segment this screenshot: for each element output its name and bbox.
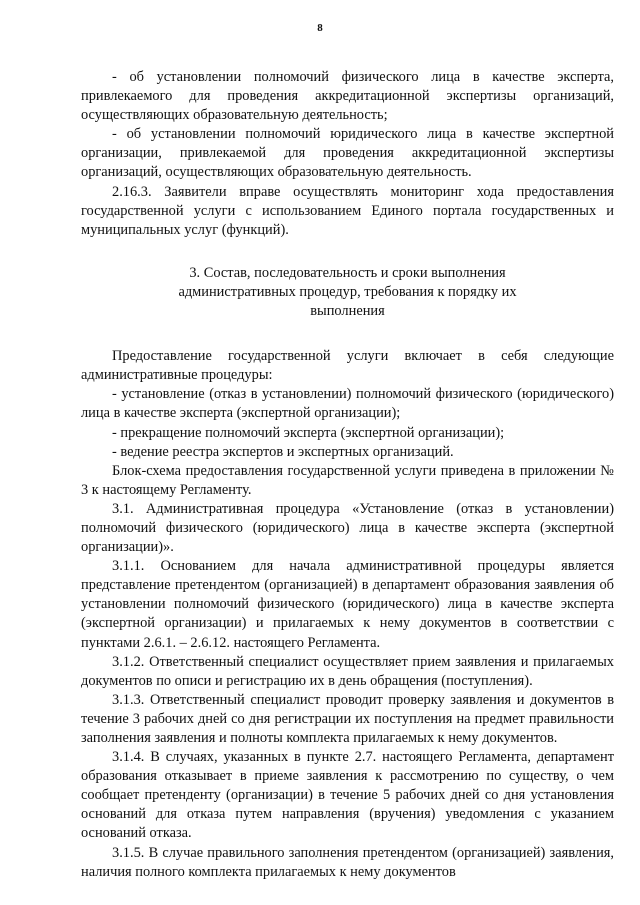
paragraph-3-1-3: 3.1.3. Ответственный специалист проводит проверку заявления и документов в течение 3 рабочих дней со дня регистрации их поступления на предмет правильности заполнения заявления и полноты комплекта прилагаемых к нему документов. — [81, 691, 614, 746]
paragraph-flowchart: Блок-схема предоставления государственной услуги приведена в приложении № 3 к настоящему Регламенту. — [81, 462, 614, 498]
paragraph-3-1-5: 3.1.5. В случае правильного заполнения претендентом (организацией) заявления, наличия полного комплекта прилагаемых к нему документов — [81, 844, 614, 880]
paragraph-3-1-2: 3.1.2. Ответственный специалист осуществляет прием заявления и прилагаемых документов по описи и регистрацию их в день обращения (поступления). — [81, 653, 614, 689]
list-item-registry: - ведение реестра экспертов и экспертных организаций. — [112, 443, 454, 460]
paragraph-2-16-3: 2.16.3. Заявители вправе осуществлять мониторинг хода предоставления государственной услуги с использованием Единого портала государственных и муниципальных услуг (функций). — [81, 183, 614, 238]
document-body — [81, 68, 614, 882]
section-heading-line: административных процедур, требования к порядку их — [178, 283, 517, 300]
paragraph-3-1-1: 3.1.1. Основанием для начала административной процедуры является представление претендентом (организацией) в департамент образования заявления об установлении полномочий физического (юридического) лица в качестве эксперта (экспертной организации) и прилагаемых к нему документов в соответствии с пунктами 2.6.1. – 2.6.12. настоящего Регламента. — [81, 558, 614, 651]
section-heading-line: выполнения — [310, 303, 385, 320]
paragraph-3-1-4: 3.1.4. В случаях, указанных в пункте 2.7. настоящего Регламента, департамент образования отказывает в приеме заявления к рассмотрению по существу, о чем сообщает претенденту (организации) в течение 5 рабочих дней со дня установления оснований для отказа путем направления (вручения) уведомления с указанием оснований отказа. — [81, 749, 614, 842]
paragraph-3-1: 3.1. Административная процедура «Установление (отказ в установлении) полномочий физического (юридического) лица в качестве эксперта (экспертной организации)». — [81, 500, 614, 556]
list-item-termination: - прекращение полномочий эксперта (экспертной организации); — [112, 424, 505, 441]
section-heading-line: 3. Состав, последовательность и сроки выполнения — [189, 264, 506, 281]
page-number: 8 — [317, 22, 323, 34]
list-item-establishment: - установление (отказ в установлении) полномочий физического (юридического) лица в качестве эксперта (экспертной организации); — [81, 386, 614, 422]
section-heading — [81, 264, 614, 321]
paragraph-procedures-intro: Предоставление государственной услуги включает в себя следующие административные процедуры: — [81, 348, 614, 384]
paragraph-expert-organization: - об установлении полномочий юридического лица в качестве экспертной организации, привлекаемой для проведения аккредитационной экспертизы организаций, осуществляющих образовательную деятельность. — [81, 126, 614, 181]
paragraph-expert-individual: - об установлении полномочий физического лица в качестве эксперта, привлекаемого для проведения аккредитационной экспертизы организаций, осуществляющих образовательную деятельность; — [81, 69, 614, 124]
